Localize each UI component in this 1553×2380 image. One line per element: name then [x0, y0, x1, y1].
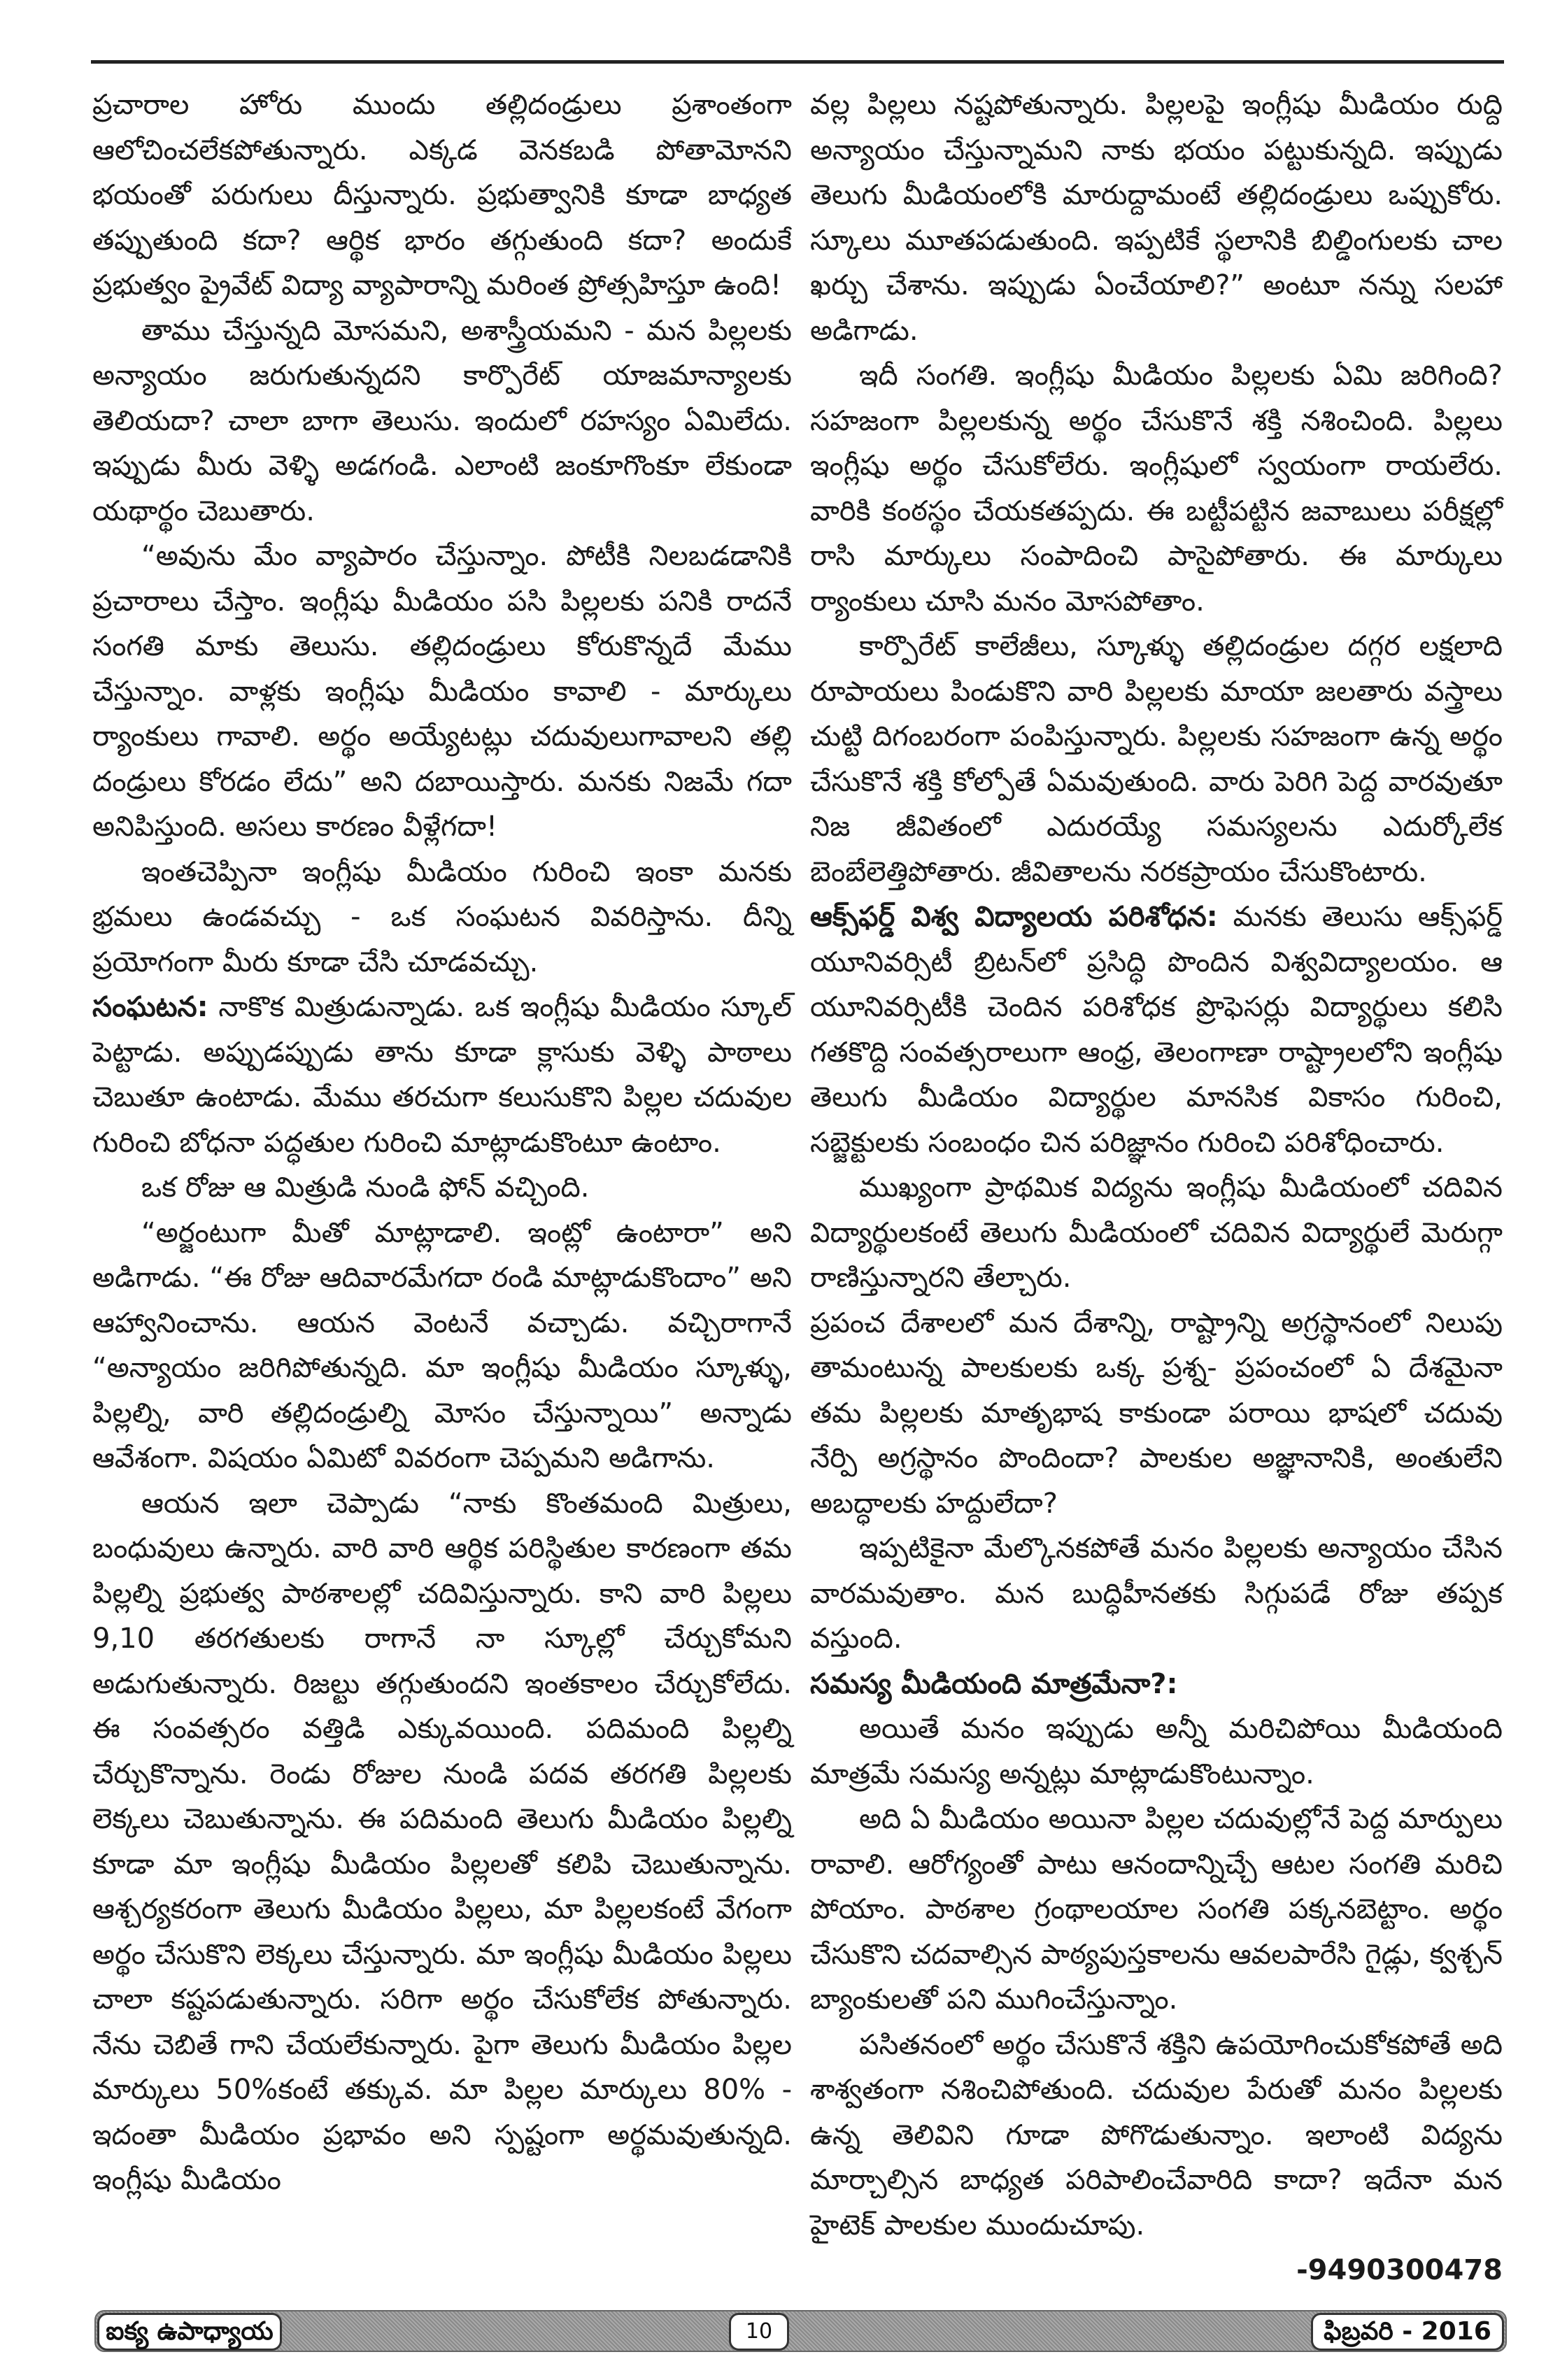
section-heading-paragraph: [810, 1662, 1503, 1707]
paragraph-text: ఆయన ఇలా చెప్పాడు “నాకు కొంతమంది మిత్రులు, బంధువులు ఉన్నారు. వారి వారి ఆర్థిక పరిస్థితుల కారణంగా తమ పిల్లల్ని ప్రభుత్వ పాఠశాలల్లో చదివిస్తున్నారు. కాని వారి పిల్లలు 9,10 తరగతులకు రాగానే నా స్కూల్లో చేర్చుకోమని అడుగుతున్నారు. రిజల్టు తగ్గుతుందని ఇంతకాలం చేర్చుకోలేదు. ఈ సంవత్సరం వత్తిడి ఎక్కువయింది. పదిమంది పిల్లల్ని చేర్చుకొన్నాను. రెండు రోజుల నుండి పదవ తరగతి పిల్లలకు లెక్కలు చెబుతున్నాను. ఈ పదిమంది తెలుగు మీడియం పిల్లల్ని కూడా మా ఇంగ్లీషు మీడియం పిల్లలతో కలిపి చెబుతున్నాను. ఆశ్చర్యకరంగా తెలుగు మీడియం పిల్లలు, మా పిల్లలకంటే వేగంగా అర్థం చేసుకొని లెక్కలు చేస్తున్నారు. మా ఇంగ్లీషు మీడియం పిల్లలు చాలా కష్టపడుతున్నారు. సరిగా అర్థం చేసుకోలేక పోతున్నారు. నేను చెబితే గాని చేయలేకున్నారు. పైగా తెలుగు మీడియం పిల్లల మార్కులు 50%కంటే తక్కువ. మా పిల్లల మార్కులు 80% - ఇదంతా మీడియం ప్రభావం అని స్పష్టంగా అర్థమవుతున్నది. ఇంగ్లీషు మీడియం: [92, 1487, 792, 2196]
paragraph: [92, 83, 792, 308]
paragraph: [810, 2023, 1503, 2249]
right-column: [810, 83, 1503, 2293]
paragraph: [810, 1797, 1503, 2023]
paragraph-text: మనకు తెలుసు ఆక్స్‌ఫర్డ్ యూనివర్సిటీ బ్రిటన్‌లో ప్రసిద్ధి పొందిన విశ్వవిద్యాలయం. ఆ యూనివర్సిటీకి చెందిన పరిశోధక ప్రొఫెసర్లు విద్యార్థులు కలిసి గతకొద్ది సంవత్సరాలుగా ఆంధ్ర, తెలంగాణా రాష్ట్రాలలోని ఇంగ్లీషు తెలుగు మీడియం విద్యార్థుల మానసిక వికాసం గురించి, సబ్జెక్టులకు సంబంధం చిన పరిజ్ఞానం గురించి పరిశోధించారు.: [810, 901, 1503, 1159]
author-phone: -9490300478: [1296, 2254, 1503, 2286]
paragraph-text: ప్రచారాల హోరు ముందు తల్లిదండ్రులు ప్రశాంతంగా ఆలోచించలేకపోతున్నారు. ఎక్కడ వెనకబడి పోతామోనని భయంతో పరుగులు దీస్తున్నారు. ప్రభుత్వానికి కూడా బాధ్యత తప్పుతుంది కదా? ఆర్థిక భారం తగ్గుతుంది కదా? అందుకే ప్రభుత్వం ప్రైవేట్ విద్యా వ్యాపారాన్ని మరింత ప్రోత్సహిస్తూ ఉంది!: [92, 89, 792, 301]
paragraph: [810, 83, 1503, 353]
paragraph-text: నాకొక మిత్రుడున్నాడు. ఒక ఇంగ్లీషు మీడియం స్కూల్ పెట్టాడు. అప్పుడప్పుడు తాను కూడా క్లాసుకు వెళ్ళి పాఠాలు చెబుతూ ఉంటాడు. మేము తరచుగా కలుసుకొని పిల్లల చదువుల గురించి బోధనా పద్ధతుల గురించి మాట్లాడుకొంటూ ఉంటాం.: [92, 991, 792, 1159]
paragraph: [92, 1165, 792, 1211]
paragraph-text: అయితే మనం ఇప్పుడు అన్నీ మరిచిపోయి మీడియంది మాత్రమే సమస్య అన్నట్లు మాట్లాడుకొంటున్నాం.: [810, 1713, 1503, 1790]
paragraph-text: ఒక రోజు ఆ మిత్రుడి నుండి ఫోన్ వచ్చింది.: [141, 1171, 590, 1204]
paragraph: [810, 1706, 1503, 1797]
section-heading: సంఘటన:: [92, 991, 208, 1023]
page-number: 10: [729, 2313, 789, 2351]
section-heading: ఆక్స్‌ఫర్డ్ విశ్వ విద్యాలయ పరిశోధన:: [810, 901, 1218, 933]
paragraph-text: తాము చేస్తున్నది మోసమని, అశాస్త్రీయమని - మన పిల్లలకు అన్యాయం జరుగుతున్నదని కార్పొరేట్ యాజమాన్యాలకు తెలియదా? చాలా బాగా తెలుసు. ఇందులో రహస్యం ఏమిలేదు. ఇప్పుడు మీరు వెళ్ళి అడగండి. ఎలాంటి జంకూగొంకూ లేకుండా యథార్థం చెబుతారు.: [92, 314, 792, 527]
paragraph: [810, 624, 1503, 895]
section-heading: సమస్య మీడియంది మాత్రమేనా?:: [810, 1667, 1178, 1700]
paragraph: [92, 308, 792, 534]
paragraph-text: ముఖ్యంగా ప్రాథమిక విద్యను ఇంగ్లీషు మీడియంలో చదివిన విద్యార్థులకంటే తెలుగు మీడియంలో చదివిన విద్యార్థులే మెరుగ్గా రాణిస్తున్నారని తేల్చారు.: [810, 1171, 1503, 1294]
paragraph: [810, 1301, 1503, 1527]
paragraph-text: ప్రపంచ దేశాలలో మన దేశాన్ని, రాష్ట్రాన్ని అగ్రస్థానంలో నిలుపు తామంటున్న పాలకులకు ఒక్క ప్రశ్న- ప్రపంచంలో ఏ దేశమైనా తమ పిల్లలకు మాతృభాష కాకుండా పరాయి భాషలో చదువు నేర్పి అగ్రస్థానం పొందిందా? పాలకుల అజ్ఞానానికి, అంతులేని అబద్ధాలకు హద్దులేదా?: [810, 1306, 1503, 1520]
paragraph-text: వల్ల పిల్లలు నష్టపోతున్నారు. పిల్లలపై ఇంగ్లీషు మీడియం రుద్ది అన్యాయం చేస్తున్నామని నాకు భయం పట్టుకున్నది. ఇప్పుడు తెలుగు మీడియంలోకి మారుద్దామంటే తల్లిదండ్రులు ఒప్పుకోరు. స్కూలు మూతపడుతుంది. ఇప్పటికే స్థలానికి బిల్డింగులకు చాల ఖర్చు చేశాను. ఇప్పుడు ఏంచేయాలి?” అంటూ నన్ను సలహా అడిగాడు.: [810, 89, 1503, 347]
paragraph: [92, 1211, 792, 1481]
paragraph: [810, 895, 1503, 1165]
paragraph-text: అది ఏ మీడియం అయినా పిల్లల చదువుల్లోనే పెద్ద మార్పులు రావాలి. ఆరోగ్యంతో పాటు ఆనందాన్నిచ్చే ఆటల సంగతి మరిచి పోయాం. పాఠశాల గ్రంథాలయాల సంగతి పక్కనబెట్టాం. అర్థం చేసుకొని చదవాల్సిన పాఠ్యపుస్తకాలను ఆవలపారేసి గైడ్లు, క్వశ్చన్ బ్యాంకులతో పని ముగించేస్తున్నాం.: [810, 1803, 1503, 2016]
issue-date: ఫిబ్రవరి - 2016: [1311, 2313, 1504, 2351]
paragraph-text: ఇప్పటికైనా మేల్కొనకపోతే మనం పిల్లలకు అన్యాయం చేసిన వారమవుతాం. మన బుద్ధిహీనతకు సిగ్గుపడే రోజు తప్పక వస్తుంది.: [810, 1532, 1503, 1655]
paragraph-text: “అర్జంటుగా మీతో మాట్లాడాలి. ఇంట్లో ఉంటారా” అని అడిగాడు. “ఈ రోజు ఆదివారమేగదా రండి మాట్లాడుకొందాం” అని ఆహ్వానించాను. ఆయన వెంటనే వచ్చాడు. వచ్చిరాగానే “అన్యాయం జరిగిపోతున్నది. మా ఇంగ్లీషు మీడియం స్కూళ్ళు, పిల్లల్ని, వారి తల్లిదండ్రుల్ని మోసం చేస్తున్నాయి” అన్నాడు ఆవేశంగా. విషయం ఏమిటో వివరంగా చెప్పమని అడిగాను.: [92, 1216, 792, 1474]
paragraph-text: ఇదీ సంగతి. ఇంగ్లీషు మీడియం పిల్లలకు ఏమి జరిగింది? సహజంగా పిల్లలకున్న అర్థం చేసుకొనే శక్తి నశించింది. పిల్లలు ఇంగ్లీషు అర్థం చేసుకోలేరు. ఇంగ్లీషులో స్వయంగా రాయలేరు. వారికి కంఠస్థం చేయకతప్పదు. ఈ బట్టీపట్టిన జవాబులు పరీక్షల్లో రాసి మార్కులు సంపాదించి పాసైపోతారు. ఈ మార్కులు ర్యాంకులు చూసి మనం మోసపోతాం.: [810, 359, 1503, 618]
paragraph-text: కార్పొరేట్ కాలేజీలు, స్కూళ్ళు తల్లిదండ్రుల దగ్గర లక్షలాది రూపాయలు పిండుకొని వారి పిల్లలకు మాయా జలతారు వస్త్రాలు చుట్టి దిగంబరంగా పంపిస్తున్నారు. పిల్లలకు సహజంగా ఉన్న అర్థం చేసుకొనే శక్తి కోల్పోతే ఏమవుతుంది. వారు పెరిగి పెద్ద వారవుతూ నిజ జీవితంలో ఎదురయ్యే సమస్యలను ఎదుర్కోలేక బెంబేలెత్తిపోతారు. జీవితాలను నరకప్రాయం చేసుకొంటారు.: [810, 630, 1503, 888]
paragraph: [92, 534, 792, 850]
paragraph-text: పసితనంలో అర్థం చేసుకొనే శక్తిని ఉపయోగించుకోకపోతే అది శాశ్వతంగా నశించిపోతుంది. చదువుల పేరుతో మనం పిల్లలకు ఉన్న తెలివిని గూడా పోగొడుతున్నాం. ఇలాంటి విద్యను మార్చాల్సిన బాధ్యత పరిపాలించేవారిది కాదా? ఇదేనా మన హైటెక్ పాలకుల ముందుచూపు.: [810, 2028, 1503, 2242]
paragraph: [92, 850, 792, 985]
paragraph-text: ఇంతచెప్పినా ఇంగ్లీషు మీడియం గురించి ఇంకా మనకు భ్రమలు ఉండవచ్చు - ఒక సంఘటన వివరిస్తాను. దీన్ని ప్రయోగంగా మీరు కూడా చేసి చూడవచ్చు.: [92, 855, 792, 978]
paragraph: [92, 985, 792, 1165]
paragraph-text: “అవును మేం వ్యాపారం చేస్తున్నాం. పోటీకి నిలబడడానికి ప్రచారాలు చేస్తాం. ఇంగ్లీషు మీడియం పసి పిల్లలకు పనికి రాదనే సంగతి మాకు తెలుసు. తల్లిదండ్రులు కోరుకొన్నదే మేము చేస్తున్నాం. వాళ్లకు ఇంగ్లీషు మీడియం కావాలి - మార్కులు ర్యాంకులు గావాలి. అర్థం అయ్యేటట్లు చదువులుగావాలని తల్లి దండ్రులు కోరడం లేదు” అని దబాయిస్తారు. మనకు నిజమే గదా అనిపిస్తుంది. అసలు కారణం వీళ్లేగదా!: [92, 540, 792, 843]
paragraph: [810, 1526, 1503, 1662]
magazine-name: ఐక్య ఉపాధ్యాయ: [97, 2313, 282, 2351]
article-body: [92, 0, 1503, 2293]
paragraph: [810, 353, 1503, 624]
page-footer: [94, 2310, 1507, 2352]
paragraph: [92, 1481, 792, 2203]
left-column: [92, 83, 792, 2203]
paragraph: [810, 1165, 1503, 1301]
